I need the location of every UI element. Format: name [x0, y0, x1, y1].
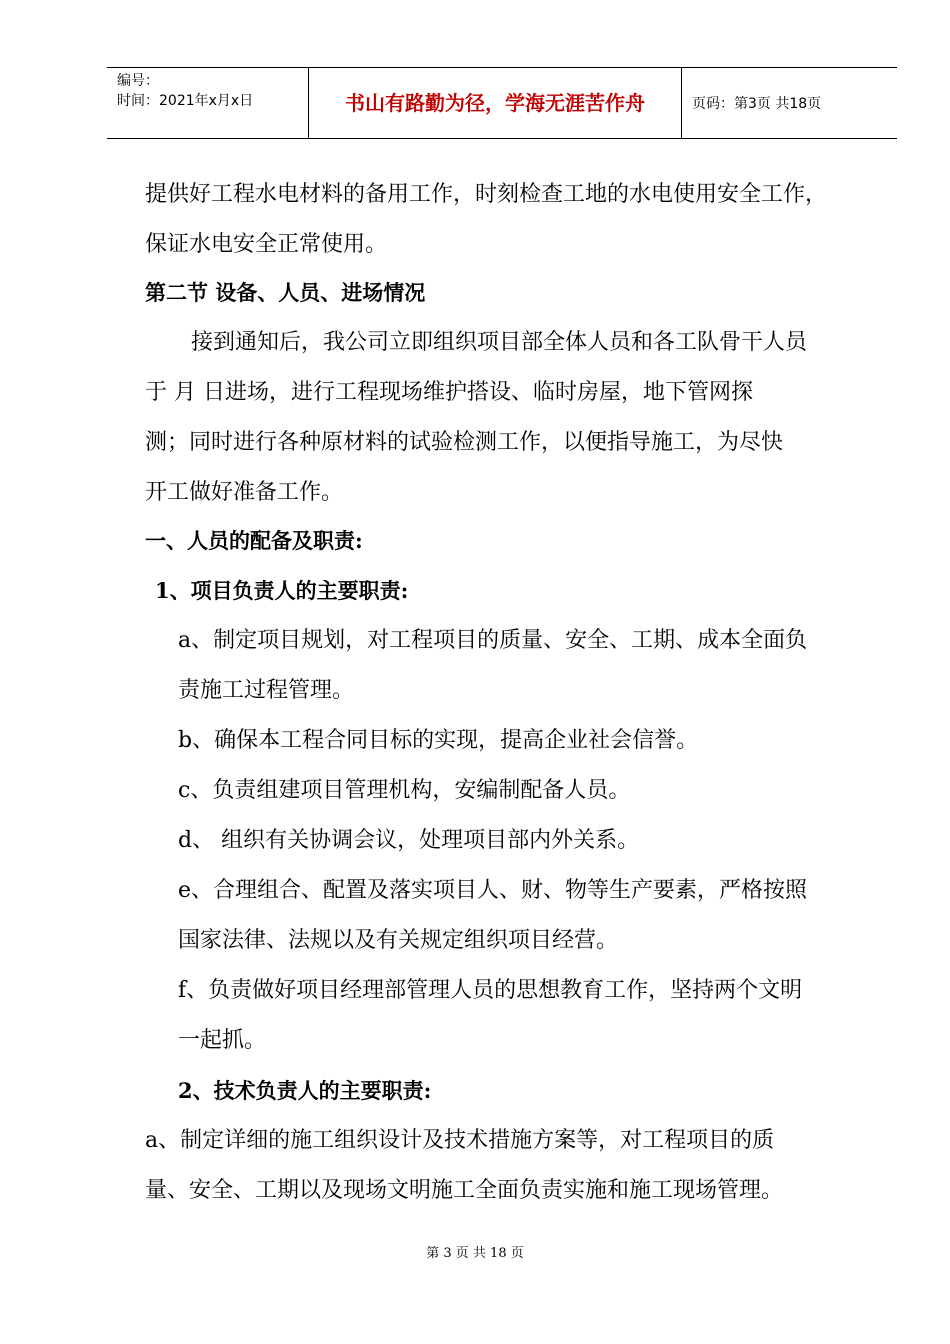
header-motto: 书山有路勤为径，学海无涯苦作舟: [345, 91, 645, 115]
body-line: 责施工过程管理。: [178, 678, 355, 703]
body-line: 国家法律、法规以及有关规定组织项目经营。: [178, 928, 619, 953]
body-line: 提供好工程水电材料的备用工作，时刻检查工地的水电使用安全工作，: [145, 182, 828, 207]
subsection-heading: 2、技术负责人的主要职责:: [178, 1078, 432, 1103]
subsection-heading: 1、项目负责人的主要职责:: [155, 578, 409, 603]
body-line: d、 组织有关协调会议，处理项目部内外关系。: [178, 828, 640, 853]
body-line: 开工做好准备工作。: [145, 480, 344, 505]
document-date-label: 时间：2021年x月x日: [117, 93, 254, 109]
header-motto-cell: [309, 68, 682, 138]
body-line: a、制定项目规划，对工程项目的质量、安全、工期、成本全面负: [178, 628, 808, 653]
body-line: 量、安全、工期以及现场文明施工全面负责实施和施工现场管理。: [145, 1178, 784, 1203]
body-line: f、负责做好项目经理部管理人员的思想教育工作，坚持两个文明: [178, 978, 803, 1003]
body-line: 接到通知后，我公司立即组织项目部全体人员和各工队骨干人员: [191, 330, 808, 355]
header-page-info: 页码：第3页 共18页: [692, 96, 822, 112]
header-page-cell: [682, 68, 897, 138]
document-number-label: 编号：: [117, 73, 159, 89]
body-line: c、负责组建项目管理机构，安编制配备人员。: [178, 778, 631, 803]
header-meta-cell: [107, 68, 309, 138]
body-line: 保证水电安全正常使用。: [145, 232, 388, 257]
body-line: a、制定详细的施工组织设计及技术措施方案等，对工程项目的质: [145, 1128, 775, 1153]
body-line: e、合理组合、配置及落实项目人、财、物等生产要素，严格按照: [178, 878, 808, 903]
page-header: [107, 67, 897, 139]
body-line: 测；同时进行各种原材料的试验检测工作，以便指导施工，为尽快: [145, 430, 784, 455]
body-line: 于 月 日进场，进行工程现场维护搭设、临时房屋，地下管网探: [145, 380, 753, 405]
section-heading: 第二节 设备、人员、进场情况: [145, 280, 426, 305]
subsection-heading: 一、人员的配备及职责:: [145, 528, 363, 553]
body-line: 一起抓。: [178, 1028, 267, 1053]
body-line: b、确保本工程合同目标的实现，提高企业社会信誉。: [178, 728, 699, 753]
page-footer: 第 3 页 共 18 页: [426, 1246, 524, 1261]
